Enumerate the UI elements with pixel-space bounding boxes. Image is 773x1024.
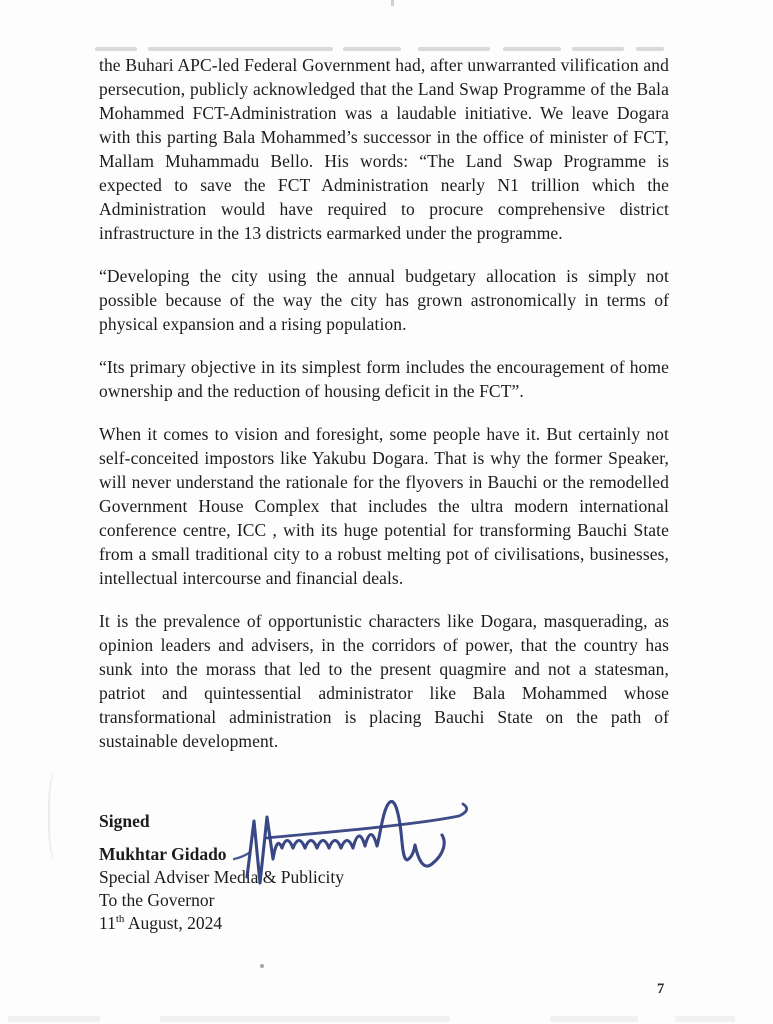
paragraph-3: “Its primary objective in its simplest form includes the encouragement of home ownership and the reduction of housing deficit in the FCT”. [99,357,669,401]
scan-artifact [148,47,333,51]
scan-artifact [636,47,664,51]
paragraph-4: When it comes to vision and foresight, some people have it. But certainly not self-conceited impostors like Yakubu Dogara. That is why the former Speaker, will never understand the rationale for the flyovers in Bauchi or the remodelled Government House Complex that includes the ultra modern international conference centre, ICC , with its huge potential for transforming Bauchi State from a small traditional city to a robust melting pot of civilisations, businesses, intellectual intercourse and financial deals. [99,424,669,588]
paragraph-5: It is the prevalence of opportunistic characters like Dogara, masquerading, as opinion leaders and advisers, in the corridors of power, that the country has sunk into the morass that led to the present quagmire and not a statesman, patriot and quintessential administrator like Bala Mohammed whose transformational administration is placing Bauchi State on the path of sustainable development. [99,611,669,751]
signatory-title-2: To the Governor [99,890,215,910]
date-ordinal: th [115,913,125,926]
letter-date [99,912,344,935]
scan-artifact [418,47,490,51]
signatory-name: Mukhtar Gidado [99,844,227,864]
scan-artifact [8,1016,100,1022]
letter-body [99,53,669,772]
scan-artifact [391,0,394,6]
signature-block [99,810,344,935]
paragraph-2: “Developing the city using the annual budgetary allocation is simply not possible because of the way the city has grown astronomically in terms of physical expansion and a rising population. [99,266,669,334]
signatory-title: Special Adviser Media & Publicity [99,867,344,887]
scan-artifact [343,47,401,51]
date-day: 11 [99,913,116,933]
scan-artifact [260,964,264,968]
scan-artifact [95,47,137,51]
page-number: 7 [657,981,665,997]
scan-artifact [675,1016,735,1022]
signed-label: Signed [99,811,150,831]
date-rest: August, 2024 [124,913,223,933]
scan-artifact [48,772,62,860]
scan-artifact [550,1016,638,1022]
scan-artifact [572,47,624,51]
scan-artifact [503,47,561,51]
scan-artifact [160,1016,450,1022]
paragraph-1: the Buhari APC-led Federal Government had, after unwarranted vilification and persecution, publicly acknowledged that the Land Swap Programme of the Bala Mohammed FCT-Administration was a laudable initiative. We leave Dogara with this parting Bala Mohammed’s successor in the office of minister of FCT, Mallam Muhammadu Bello. His words: “The Land Swap Programme is expected to save the FCT Administration nearly N1 trillion which the Administration would have required to procure comprehensive district infrastructure in the 13 districts earmarked under the programme. [99,55,669,243]
